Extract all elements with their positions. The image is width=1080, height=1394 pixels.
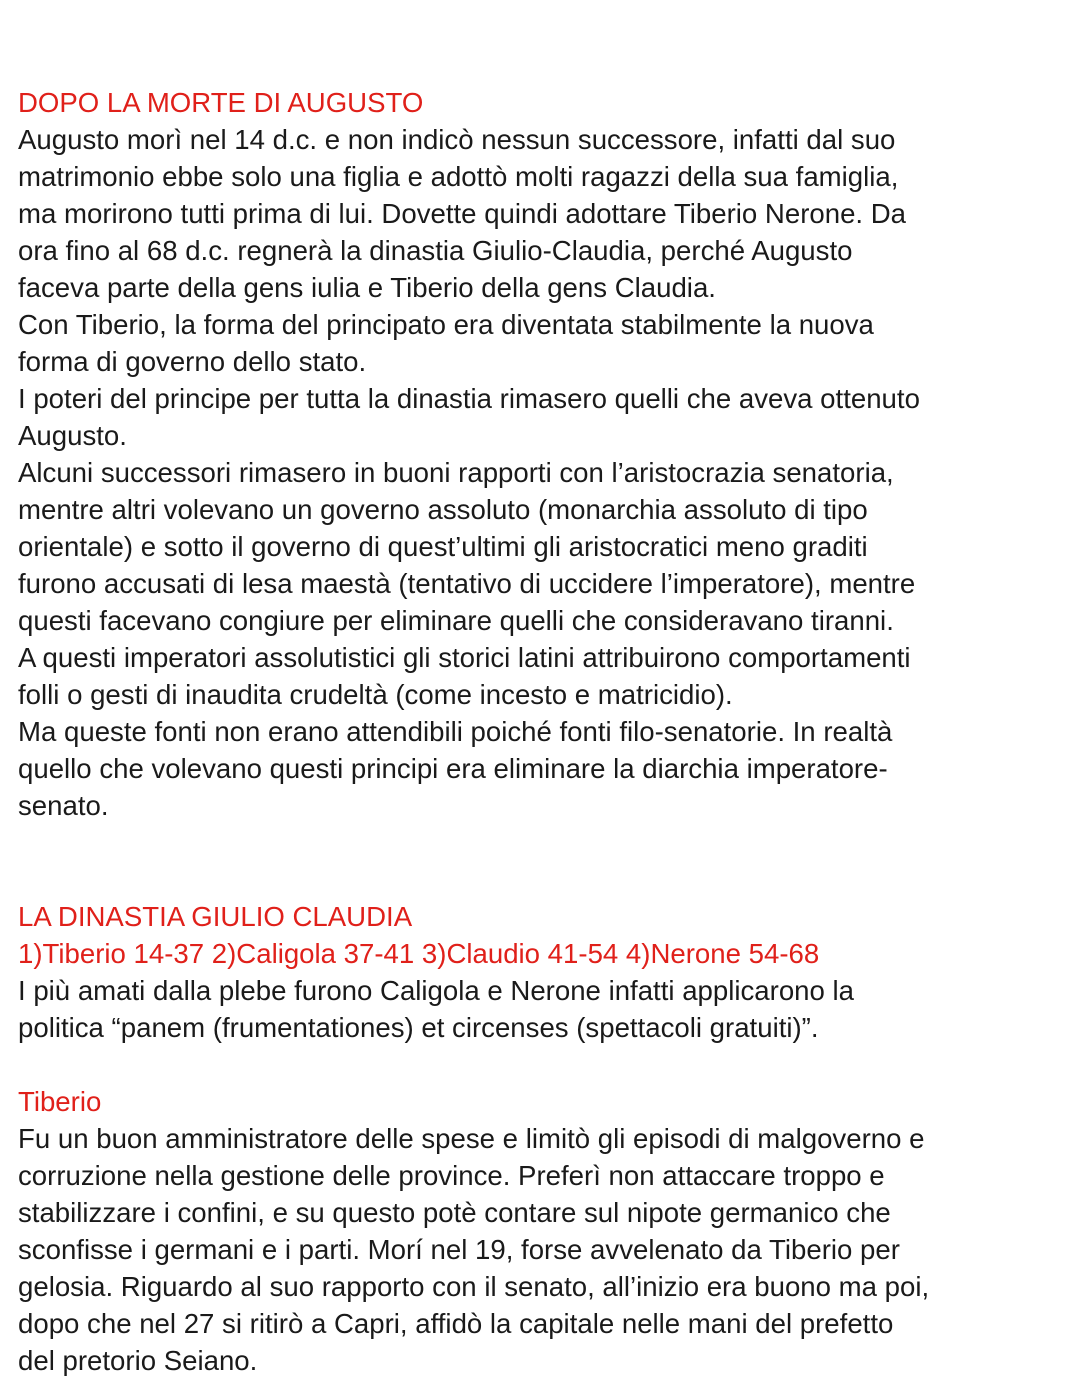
- text-line: forma di governo dello stato.: [18, 346, 367, 377]
- text-line: ma morirono tutti prima di lui. Dovette quindi adottare Tiberio Nerone. Da: [18, 198, 907, 229]
- text-line: corruzione nella gestione delle province. Preferì non attaccare troppo e: [18, 1160, 885, 1191]
- section-spacer: [18, 1046, 1068, 1083]
- text-line: furono accusati di lesa maestà (tentativo di uccidere l’imperatore), mentre: [18, 568, 916, 599]
- text-line: senato.: [18, 790, 109, 821]
- text-line: Con Tiberio, la forma del principato era diventata stabilmente la nuova: [18, 309, 874, 340]
- text-line: orientale) e sotto il governo di quest’ultimi gli aristocratici meno graditi: [18, 531, 868, 562]
- text-line: Augusto morì nel 14 d.c. e non indicò nessun successore, infatti dal suo: [18, 124, 896, 155]
- text-line: questi facevano congiure per eliminare quelli che consideravano tiranni.: [18, 605, 894, 636]
- text-line: Ma queste fonti non erano attendibili poiché fonti filo-senatorie. In realtà: [18, 716, 893, 747]
- text-line: dopo che nel 27 si ritirò a Capri, affidò la capitale nelle mani del prefetto: [18, 1308, 894, 1339]
- text-line: sconfisse i germani e i parti. Morí nel 19, forse avvelenato da Tiberio per: [18, 1234, 900, 1265]
- section-body-dinastia: [18, 972, 1068, 1046]
- text-line: Alcuni successori rimasero in buoni rapporti con l’aristocrazia senatoria,: [18, 457, 894, 488]
- text-line: A questi imperatori assolutistici gli storici latini attribuirono comportamenti: [18, 642, 911, 673]
- text-line: stabilizzare i confini, e su questo potè contare sul nipote germanico che: [18, 1197, 891, 1228]
- text-line: matrimonio ebbe solo una figlia e adottò molti ragazzi della sua famiglia,: [18, 161, 899, 192]
- text-line: Augusto.: [18, 420, 127, 451]
- section-title-dinastia: LA DINASTIA GIULIO CLAUDIA: [18, 901, 413, 932]
- section-title-dopo-la-morte: DOPO LA MORTE DI AUGUSTO: [18, 87, 424, 118]
- text-line: folli o gesti di inaudita crudeltà (come incesto e matricidio).: [18, 679, 733, 710]
- text-line: gelosia. Riguardo al suo rapporto con il senato, all’inizio era buono ma poi,: [18, 1271, 930, 1302]
- emperors-list: 1)Tiberio 14-37 2)Caligola 37-41 3)Claudio 41-54 4)Nerone 54-68: [18, 938, 820, 969]
- section-spacer: [18, 824, 1068, 898]
- text-line: quello che volevano questi principi era eliminare la diarchia imperatore-: [18, 753, 888, 784]
- text-line: Fu un buon amministratore delle spese e limitò gli episodi di malgoverno e: [18, 1123, 925, 1154]
- text-line: I più amati dalla plebe furono Caligola e Nerone infatti applicarono la: [18, 975, 855, 1006]
- text-line: faceva parte della gens iulia e Tiberio della gens Claudia.: [18, 272, 716, 303]
- text-line: ora fino al 68 d.c. regnerà la dinastia Giulio-Claudia, perché Augusto: [18, 235, 853, 266]
- text-line: politica “panem (frumentationes) et circenses (spettacoli gratuiti)”.: [18, 1012, 819, 1043]
- section-title-tiberio: Tiberio: [18, 1086, 102, 1117]
- section-body-dopo-la-morte: [18, 121, 1068, 824]
- section-body-tiberio: [18, 1120, 1068, 1379]
- text-line: I poteri del principe per tutta la dinastia rimasero quelli che aveva ottenuto: [18, 383, 920, 414]
- document-page: [18, 84, 1068, 1379]
- text-line: mentre altri volevano un governo assoluto (monarchia assoluto di tipo: [18, 494, 868, 525]
- text-line: del pretorio Seiano.: [18, 1345, 258, 1376]
